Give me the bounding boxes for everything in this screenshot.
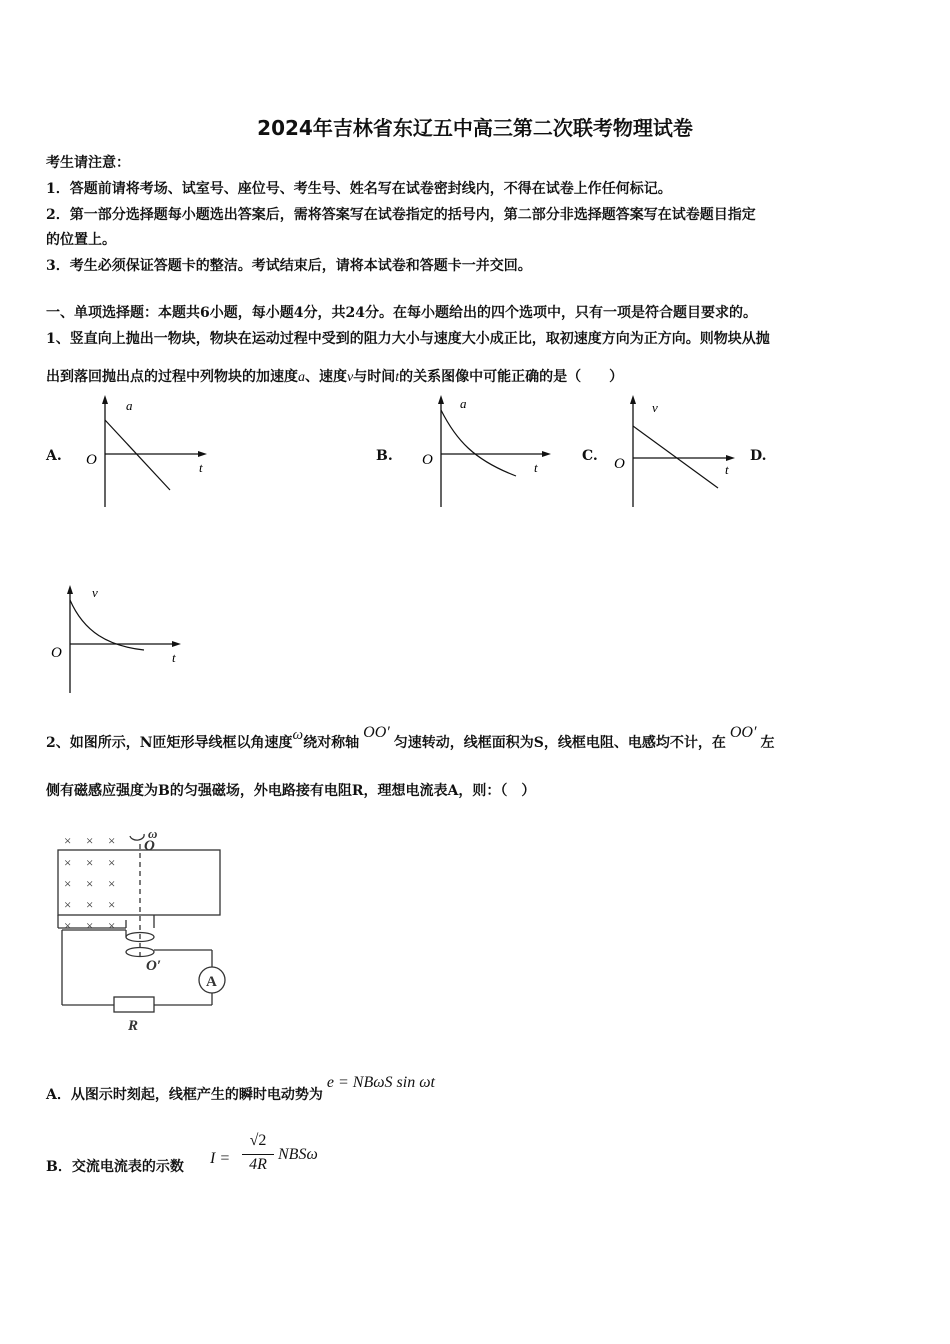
- q2-line-1-post: 左: [760, 735, 775, 751]
- field-mark: ×: [86, 897, 94, 912]
- q2-line-1: [46, 724, 775, 752]
- q2-line-1-mid-2: 匀速转动，线框面积为S，线框电阻、电感均不计，在: [393, 735, 726, 751]
- q1-var-a: a: [298, 370, 305, 385]
- q1-graph-a-ylabel: a: [126, 398, 133, 413]
- field-mark: ×: [86, 855, 94, 870]
- field-mark: ×: [108, 897, 116, 912]
- q1-graph-b: [416, 392, 556, 512]
- axis-label-top: O: [144, 838, 155, 854]
- q1-option-a-label[interactable]: A.: [46, 448, 62, 464]
- q2-option-a[interactable]: [46, 1074, 435, 1104]
- q1-var-v: v: [347, 370, 354, 385]
- q1-line-2-pre: 出到落回抛出点的过程中列物块的加速度: [46, 369, 298, 385]
- q1-graph-c-origin: O: [614, 456, 625, 472]
- rotation-arrow-icon: [130, 834, 144, 840]
- q2-option-b-text: B．交流电流表的示数: [46, 1159, 184, 1175]
- q1-graph-c-ylabel: v: [652, 400, 658, 415]
- q1-line-2: [46, 366, 623, 386]
- field-mark: ×: [64, 855, 72, 870]
- field-mark: ×: [108, 833, 116, 848]
- q2-option-b-tail: NBSω: [278, 1146, 318, 1163]
- field-mark: ×: [86, 918, 94, 933]
- q1-graph-d-origin: O: [51, 645, 62, 661]
- field-mark: ×: [108, 855, 116, 870]
- q2-line-1-pre: 2、如图所示，N匝矩形导线框以角速度: [46, 735, 293, 751]
- q2-circuit-figure: [44, 822, 234, 1037]
- q1-graph-b-origin: O: [422, 452, 433, 468]
- field-mark: ×: [64, 833, 72, 848]
- notice-line-2a: 2．第一部分选择题每小题选出答案后，需将答案写在试卷指定的括号内，第二部分非选择题答案写在试卷题目指定: [46, 207, 756, 223]
- q1-option-d-label[interactable]: D.: [750, 448, 767, 464]
- omega-label: ω: [148, 826, 158, 841]
- q1-line-2-post: 的关系图像中可能正确的是（ ）: [399, 369, 624, 385]
- q1-sep-1: 、速度: [305, 369, 347, 385]
- q2-option-b-numerator: √2: [249, 1132, 267, 1149]
- field-mark: ×: [108, 876, 116, 891]
- fraction-bar: [242, 1154, 274, 1155]
- q1-graph-c: [608, 392, 740, 512]
- section-1-heading: 一、单项选择题：本题共6小题，每小题4分，共24分。在每小题给出的四个选项中，只有一项是符合题目要求的。: [46, 305, 757, 321]
- q1-option-b-label[interactable]: B.: [376, 448, 393, 464]
- q1-graph-a-origin: O: [86, 452, 97, 468]
- q1-graph-d-ylabel: v: [92, 585, 98, 600]
- resistor-label: R: [128, 1018, 139, 1034]
- q1-graph-b-xlabel: t: [534, 460, 538, 475]
- coil-frame-upper: [58, 850, 220, 915]
- q2-line-2: 侧有磁感应强度为B的匀强磁场，外电路接有电阻R，理想电流表A，则：（ ）: [46, 783, 536, 799]
- field-mark: ×: [86, 876, 94, 891]
- q2-omega: ω: [292, 727, 304, 743]
- ammeter-label: A: [206, 974, 217, 990]
- q2-option-b-formula-i: I =: [210, 1150, 231, 1167]
- field-mark: ×: [64, 897, 72, 912]
- notice-line-3: 3．考生必须保证答题卡的整洁。考试结束后，请将本试卷和答题卡一并交回。: [46, 258, 532, 274]
- q1-option-c-label[interactable]: C.: [582, 448, 598, 464]
- field-mark: ×: [108, 918, 116, 933]
- q1-graph-d-xlabel: t: [172, 650, 176, 665]
- q1-var-t: t: [395, 370, 400, 385]
- q1-graph-a-xlabel: t: [199, 460, 203, 475]
- q2-option-a-formula: e = NBωS sin ωt: [326, 1074, 435, 1091]
- field-mark: ×: [86, 833, 94, 848]
- field-mark: ×: [64, 876, 72, 891]
- q1-graph-d: [48, 580, 188, 698]
- q1-line-1: 1、竖直向上抛出一物块，物块在运动过程中受到的阻力大小与速度大小成正比，取初速度方向为正方向。则物块从抛: [46, 331, 770, 347]
- q1-graph-b-ylabel: a: [460, 396, 467, 411]
- axis-label-bottom: O′: [146, 958, 162, 974]
- field-mark: ×: [64, 918, 72, 933]
- q2-axis: OO′: [363, 724, 390, 741]
- notice-line-1: 1．答题前请将考场、试室号、座位号、考生号、姓名写在试卷密封线内，不得在试卷上作任何标记。: [46, 181, 672, 197]
- resistor-symbol: [114, 997, 154, 1012]
- q1-graph-a: [80, 392, 210, 512]
- q2-axis-2: OO′: [729, 724, 757, 741]
- notice-heading: 考生请注意：: [46, 155, 130, 171]
- notice-line-2b: 的位置上。: [46, 232, 116, 248]
- q2-option-b[interactable]: [46, 1156, 184, 1176]
- q2-option-a-text: A．从图示时刻起，线框产生的瞬时电动势为: [46, 1087, 323, 1103]
- q2-option-b-denominator: 4R: [249, 1156, 267, 1173]
- q2-line-1-mid-1: 绕对称轴: [303, 735, 360, 751]
- page-title: 2024年吉林省东辽五中高三第二次联考物理试卷: [257, 116, 693, 140]
- q1-sep-2: 与时间: [353, 369, 396, 385]
- q1-graph-c-xlabel: t: [725, 462, 729, 477]
